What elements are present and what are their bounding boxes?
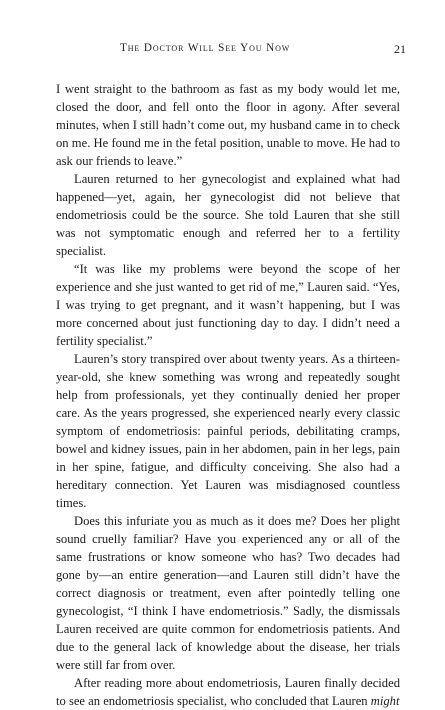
running-title: The Doctor Will See You Now xyxy=(120,42,291,54)
page-number: 21 xyxy=(394,42,406,56)
paragraph: “It was like my problems were beyond the scope of her experience and she just wanted to get rid of me,” Lauren said. “Yes, I was trying to get pregnant, and it wasn’t happening, but I was more concerned about just functioning day to day. I didn’t need a fertility specialist.” xyxy=(56,262,400,348)
running-head xyxy=(56,42,406,58)
italic-word: might xyxy=(370,694,400,708)
paragraph: I went straight to the bathroom as fast as my body would let me, closed the door, and fell onto the floor in agony. After several minutes, when I still hadn’t come out, my husband came in to check on me. He found me in the fetal position, unable to move. He had to ask our friends to leave.” xyxy=(56,82,400,168)
paragraph: Lauren returned to her gynecologist and explained what had happened—yet, again, her gynecologist did not believe that endometriosis could be the source. She told Lauren that she still was not symptomatic enough and referred her to a fertility specialist. xyxy=(56,172,400,258)
paragraph: Does this infuriate you as much as it does me? Does her plight sound cruelly familiar? Have you experienced any or all of the same frustrations or know someone who has? Two decades had gone by—an entire generation—and Lauren still didn’t have the correct diagnosis or treatment, even after pointedly telling one gynecologist, “I think I have endometriosis.” Sadly, the dismissals Lauren received are quite common for endometriosis patients. And due to the general lack of knowledge about the disease, her trials were still far from over. xyxy=(56,514,400,672)
body-text xyxy=(56,80,400,710)
paragraph-text: After reading more about endometriosis, Lauren finally decided to see an endometriosis specialist, who concluded that Lauren xyxy=(56,676,400,708)
paragraph xyxy=(56,674,400,710)
paragraph: Lauren’s story transpired over about twenty years. As a thirteen-year-old, she knew something was wrong and repeatedly sought help from professionals, yet they continually denied her proper care. As the years progressed, she experienced nearly every classic symptom of endometriosis: painful periods, debilitating cramps, bowel and kidney issues, pain in her abdomen, pain in her legs, pain in her spine, fatigue, and difficulty conceiving. She also had a hereditary connection. Yet Lauren was misdiagnosed countless times. xyxy=(56,352,400,510)
